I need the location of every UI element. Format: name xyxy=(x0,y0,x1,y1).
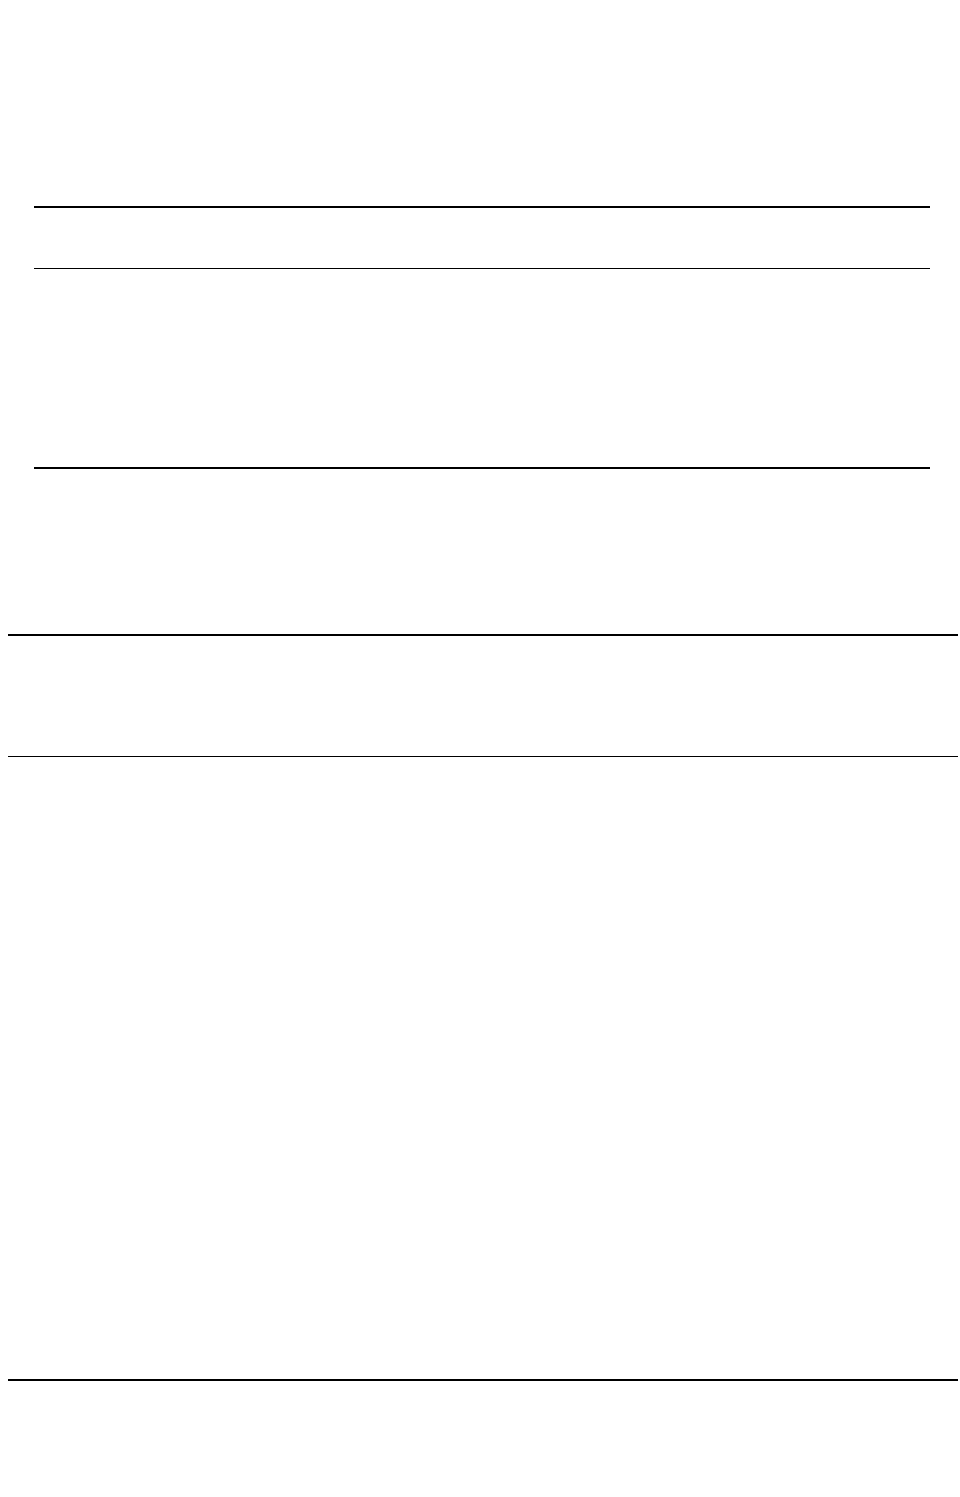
table12-top-rule xyxy=(8,634,958,636)
table12-header-rule xyxy=(8,756,958,757)
table11-top-rule xyxy=(34,206,930,208)
table11-bottom-rule xyxy=(34,467,930,469)
table12-bottom-rule xyxy=(8,1379,958,1381)
table11-header-rule xyxy=(34,268,930,269)
